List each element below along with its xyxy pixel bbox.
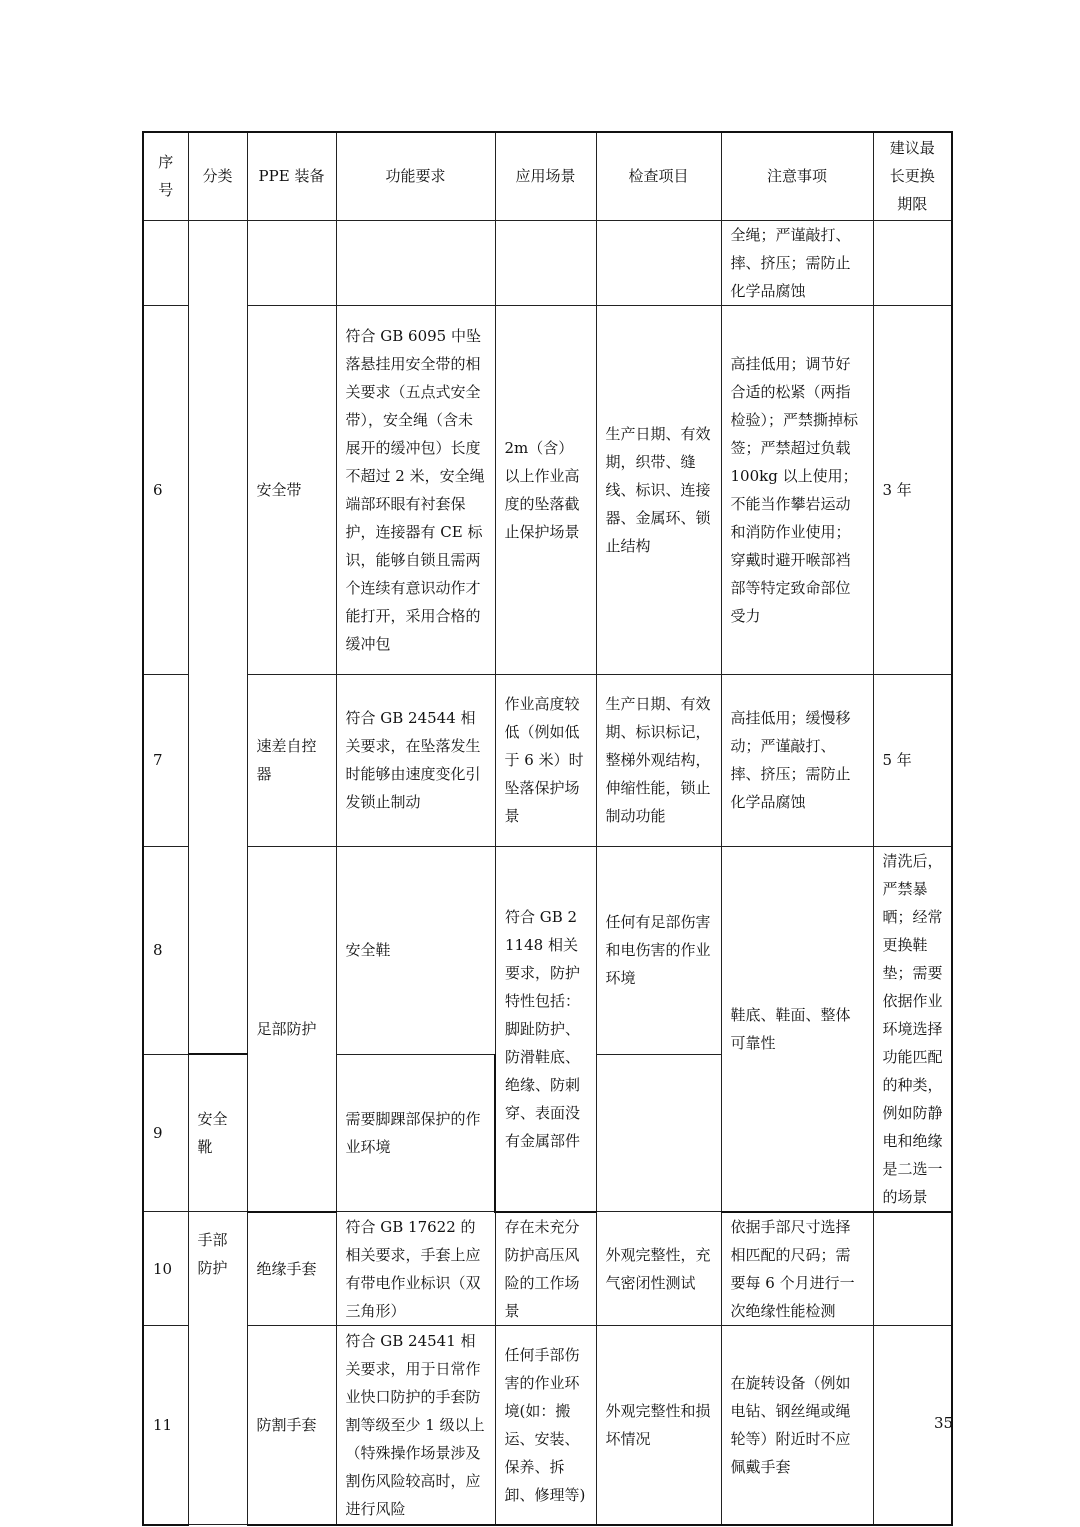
header-inspection: 检查项目 (596, 132, 721, 220)
row7-ppe: 速差自控器 (247, 674, 336, 846)
row6-inspection: 生产日期、有效期，织带、缝线、标识、连接器、金属环、锁止结构 (596, 305, 721, 674)
row8-function: 符合 GB 21148 相关要求，防护特性包括：脚趾防护、防滑鞋底、绝缘、防刺穿、表面没有金属部件 (495, 846, 596, 1212)
page-number: 35 (934, 1414, 954, 1432)
row8-seq: 8 (143, 846, 188, 1054)
row6-scenario: 2m（含）以上作业高度的坠落截止保护场景 (495, 305, 596, 674)
row10-ppe: 绝缘手套 (247, 1212, 336, 1326)
row6-ppe: 安全带 (247, 305, 336, 674)
row8-notes: 清洗后，严禁暴晒；经常更换鞋垫；需要依据作业环境选择功能匹配的种类，例如防静电和绝缘是二选一的场景 (873, 846, 952, 1212)
cont-scenario (495, 220, 596, 305)
ppe-table (142, 131, 953, 1526)
header-category: 分类 (188, 132, 247, 220)
row7-replace: 5 年 (873, 674, 952, 846)
row8-scenario: 任何有足部伤害和电伤害的作业环境 (596, 846, 721, 1054)
row7-scenario: 作业高度较低（例如低于 6 米）时坠落保护场景 (495, 674, 596, 846)
row11-ppe: 防割手套 (247, 1326, 336, 1525)
cont-function (336, 220, 495, 305)
row11-scenario: 任何手部伤害的作业环境(如：搬运、安装、保养、拆卸、修理等) (495, 1326, 596, 1525)
table-row (143, 674, 952, 846)
row11-notes: 在旋转设备（例如电钻、钢丝绳或绳轮等）附近时不应佩戴手套 (721, 1326, 873, 1525)
row7-inspection: 生产日期、有效期、标识标记，整梯外观结构，伸缩性能，锁止制动功能 (596, 674, 721, 846)
header-replace: 建议最长更换期限 (873, 132, 952, 220)
header-row (143, 132, 952, 220)
row8-ppe: 安全鞋 (336, 846, 495, 1054)
row9-seq: 9 (143, 1054, 188, 1211)
cont-ppe (247, 220, 336, 305)
header-seq: 序号 (143, 132, 188, 220)
cont-notes: 全绳；严谨敲打、摔、挤压；需防止化学品腐蚀 (721, 220, 873, 305)
header-function: 功能要求 (336, 132, 495, 220)
row9-ppe: 安全靴 (188, 1054, 247, 1211)
row11-seq: 11 (143, 1326, 188, 1525)
row10-notes: 依据手部尺寸选择相匹配的尺码；需要每 6 个月进行一次绝缘性能检测 (721, 1212, 873, 1326)
row8-inspection: 鞋底、鞋面、整体可靠性 (721, 846, 873, 1212)
row7-function: 符合 GB 24544 相关要求，在坠落发生时能够由速度变化引发锁止制动 (336, 674, 495, 846)
table-row (143, 305, 952, 674)
table-row (143, 1212, 952, 1326)
table-row (143, 1326, 952, 1525)
header-scenario: 应用场景 (495, 132, 596, 220)
row7-seq: 7 (143, 674, 188, 846)
row11-function: 符合 GB 24541 相关要求，用于日常作业快口防护的手套防割等级至少 1 级以上（特殊操作场景涉及割伤风险较高时，应进行风险 (336, 1326, 495, 1525)
header-ppe: PPE 装备 (247, 132, 336, 220)
category-fall-protection (188, 220, 247, 1054)
row10-replace (873, 1212, 952, 1326)
table-row (143, 846, 952, 1054)
row10-scenario: 存在未充分防护高压风险的工作场景 (495, 1212, 596, 1326)
row6-seq: 6 (143, 305, 188, 674)
row10-seq: 10 (143, 1212, 188, 1326)
header-notes: 注意事项 (721, 132, 873, 220)
row10-inspection: 外观完整性，充气密闭性测试 (596, 1212, 721, 1326)
cont-inspection (596, 220, 721, 305)
row6-notes: 高挂低用；调节好合适的松紧（两指检验）；严禁撕掉标签；严禁超过负载 100kg 以上使用；不能当作攀岩运动和消防作业使用；穿戴时避开喉部裆部等特定致命部位受力 (721, 305, 873, 674)
row11-inspection: 外观完整性和损坏情况 (596, 1326, 721, 1525)
cont-seq (143, 220, 188, 305)
row6-replace: 3 年 (873, 305, 952, 674)
row9-scenario: 需要脚踝部保护的作业环境 (336, 1054, 495, 1211)
row10-function: 符合 GB 17622 的相关要求，手套上应有带电作业标识（双三角形） (336, 1212, 495, 1326)
row7-notes: 高挂低用；缓慢移动；严谨敲打、摔、挤压；需防止化学品腐蚀 (721, 674, 873, 846)
row6-function: 符合 GB 6095 中坠落悬挂用安全带的相关要求（五点式安全带），安全绳（含未展开的缓冲包）长度不超过 2 米，安全绳端部环眼有衬套保护，连接器有 CE 标识，能够自锁且需两个连续有意识动作才能打开，采用合格的缓冲包 (336, 305, 495, 674)
table-row (143, 220, 952, 305)
row11-category: 手部防护 (188, 1212, 247, 1525)
row8-category: 足部防护 (247, 846, 336, 1212)
cont-replace (873, 220, 952, 305)
